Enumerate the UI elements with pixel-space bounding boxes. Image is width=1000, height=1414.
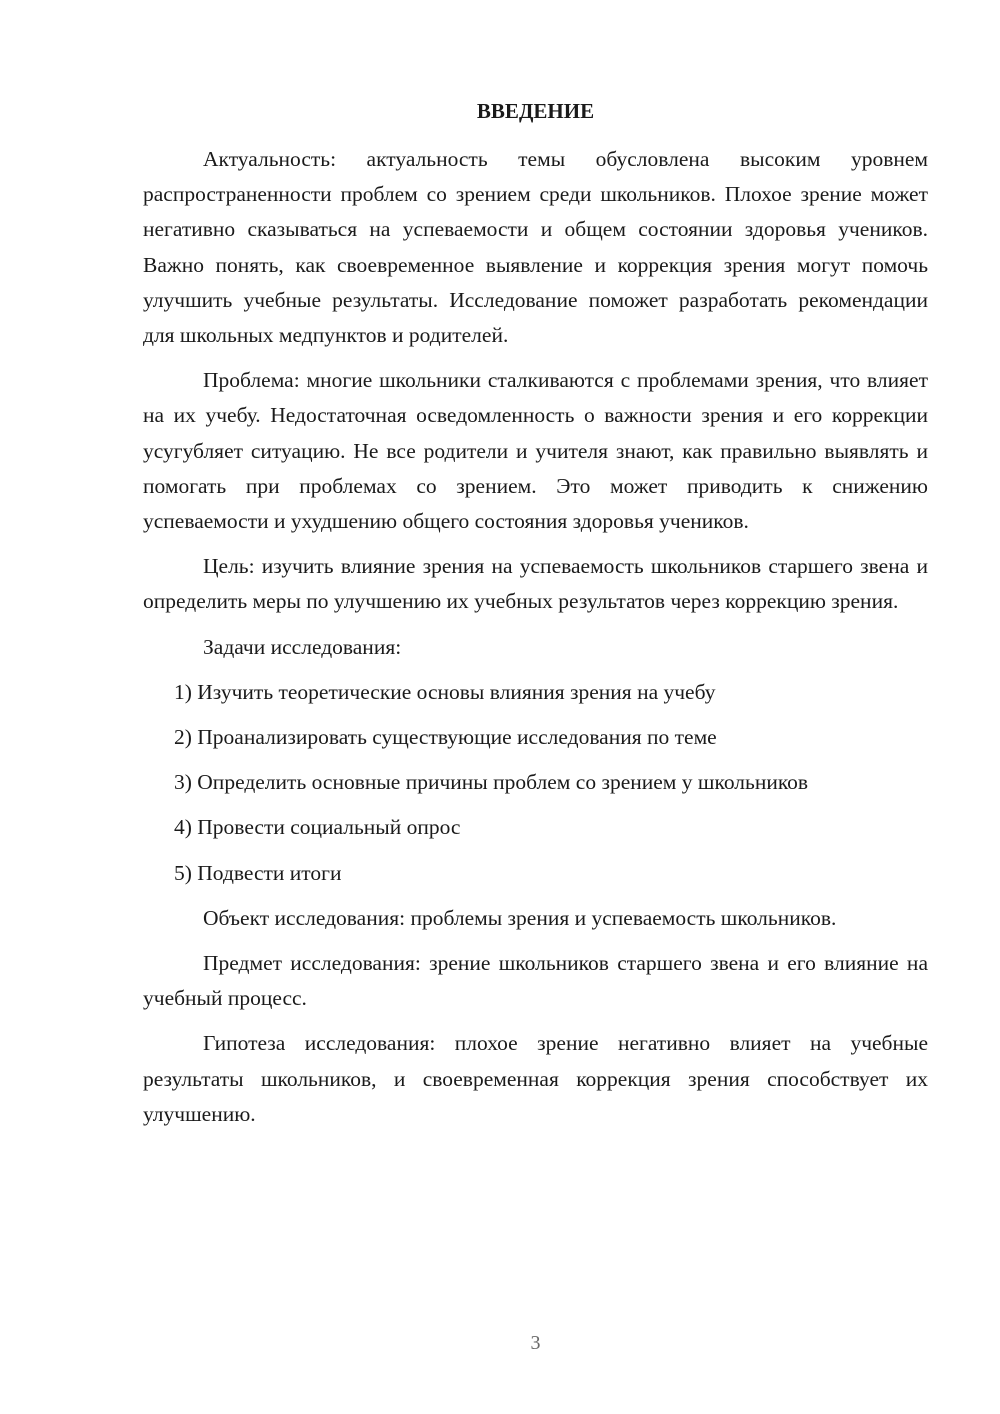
task-item-5: 5) Подвести итоги [174,860,342,885]
task-item-2: 2) Проанализировать существующие исследования по теме [174,725,717,750]
subject-paragraph: Предмет исследования: зрение школьников старшего звена и его влияние на учебный процесс. [143,951,928,1011]
page-number: 3 [530,1332,541,1354]
task-item-1: 1) Изучить теоретические основы влияния зрения на учебу [174,679,716,704]
problem-paragraph: Проблема: многие школьники сталкиваются с проблемами зрения, что влияет на их учебу. Недостаточная осведомленность о важности зрения и его коррекции усугубляет ситуацию. Не все родители и учителя знают, как правильно выявлять и помогать при проблемах со зрением. Это может приводить к снижению успеваемости и ухудшению общего состояния здоровья учеников. [143,368,928,534]
tasks-list [143,675,928,891]
document-body [143,142,928,1142]
task-item-4: 4) Провести социальный опрос [174,815,461,840]
page-title: ВВЕДЕНИЕ [476,99,595,123]
document-page [143,0,928,1414]
tasks-heading: Задачи исследования: [203,634,402,659]
task-item-3: 3) Определить основные причины проблем со зрением у школьников [174,770,809,795]
goal-paragraph: Цель: изучить влияние зрения на успеваемость школьников старшего звена и определить меры по улучшению их учебных результатов через коррекцию зрения. [143,554,928,614]
hypothesis-paragraph: Гипотеза исследования: плохое зрение негативно влияет на учебные результаты школьников, и своевременная коррекция зрения способствует их улучшению. [143,1031,928,1126]
relevance-paragraph: Актуальность: актуальность темы обусловлена высоким уровнем распространенности проблем со зрением среди школьников. Плохое зрение может негативно сказываться на успеваемости и общем состоянии здоровья учеников. Важно понять, как своевременное выявление и коррекция зрения могут помочь улучшить учебные результаты. Исследование поможет разработать рекомендации для школьных медпунктов и родителей. [143,147,928,348]
object-paragraph: Объект исследования: проблемы зрения и успеваемость школьников. [203,905,837,930]
